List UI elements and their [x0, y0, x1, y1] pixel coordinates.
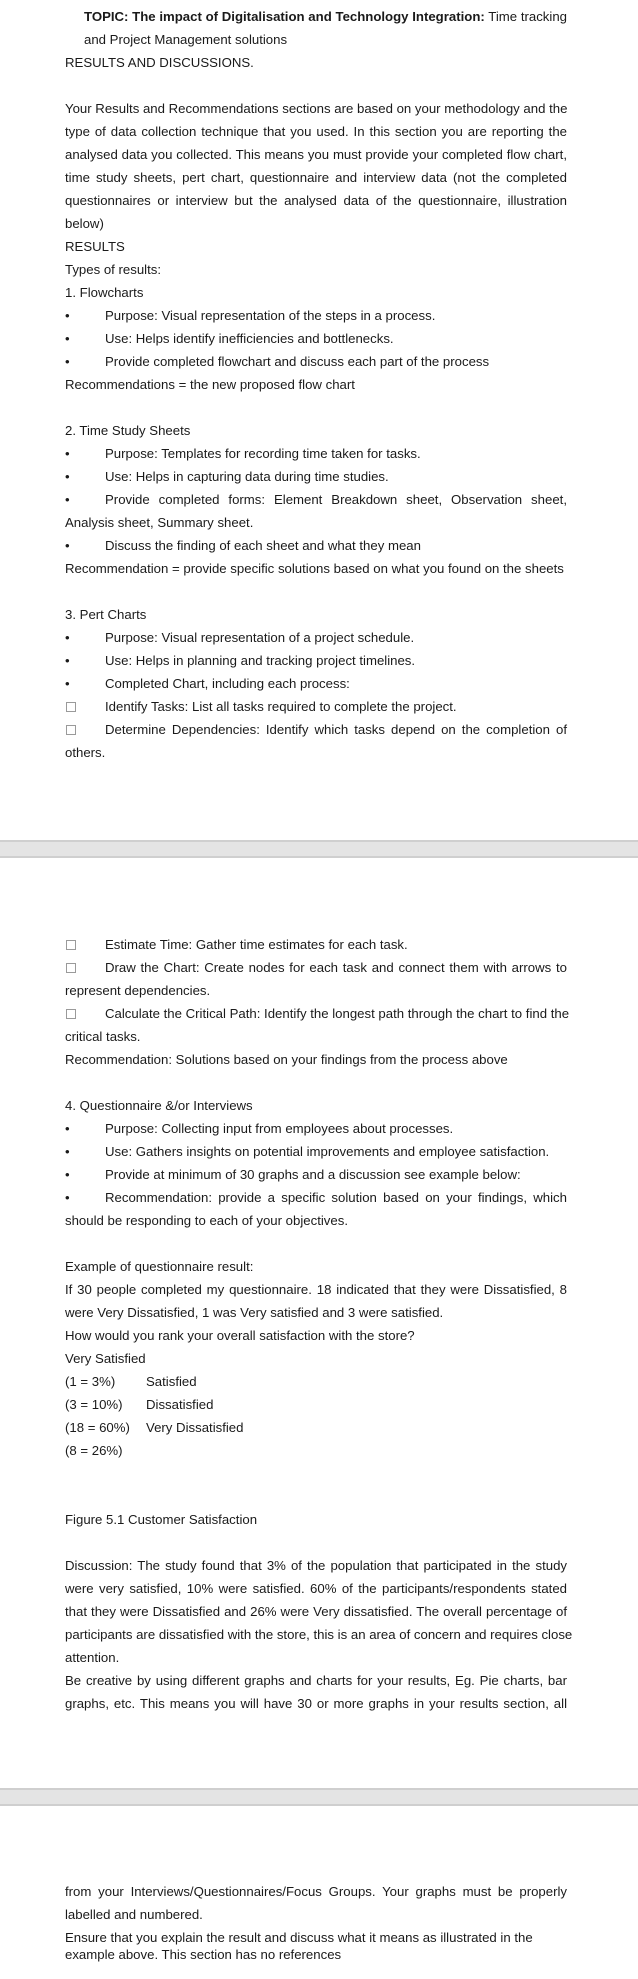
checkbox-glyph-icon: [66, 725, 76, 735]
list-item: Completed Chart, including each process:: [105, 676, 350, 691]
creative-line: Be creative by using different graphs and charts for your results, Eg. Pie charts, bar: [65, 1673, 567, 1688]
time-study-heading: 2. Time Study Sheets: [65, 423, 191, 438]
rating-percent: (8 = 26%): [65, 1443, 123, 1458]
bullet-glyph: •: [65, 1190, 70, 1205]
rating-row: [65, 1443, 567, 1458]
intro-line: Your Results and Recommendations sections are based on your methodology and the: [65, 101, 568, 116]
sub-list-item: Calculate the Critical Path: Identify the longest path through the chart to find the: [105, 1006, 570, 1021]
section-title: RESULTS AND DISCUSSIONS.: [65, 55, 254, 70]
topic-line-2: and Project Management solutions: [84, 32, 288, 47]
document-page-1: [0, 0, 638, 840]
bullet-glyph: •: [65, 469, 70, 484]
checkbox-glyph-icon: [66, 963, 76, 973]
list-item: Use: Helps in planning and tracking project timelines.: [105, 653, 416, 668]
closing-line: Ensure that you explain the result and discuss what it means as illustrated in the: [65, 1930, 533, 1945]
rating-percent: (1 = 3%): [65, 1374, 116, 1389]
closing-line: labelled and numbered.: [65, 1907, 203, 1922]
document-page-3: [0, 1806, 638, 1979]
sub-list-item: Identify Tasks: List all tasks required to complete the project.: [105, 699, 457, 714]
bullet-glyph: •: [65, 446, 70, 461]
bullet-glyph: •: [65, 331, 70, 346]
questionnaire-heading: 4. Questionnaire &/or Interviews: [65, 1098, 253, 1113]
list-item: Provide completed flowchart and discuss each part of the process: [105, 354, 490, 369]
sub-list-item-continuation: critical tasks.: [65, 1029, 141, 1044]
sub-list-item: Draw the Chart: Create nodes for each task and connect them with arrows to: [105, 960, 567, 975]
sub-list-item: Estimate Time: Gather time estimates for each task.: [105, 937, 408, 952]
bullet-glyph: •: [65, 492, 70, 507]
results-heading: RESULTS: [65, 239, 125, 254]
topic-line: TOPIC: The impact of Digitalisation and Technology Integration: Time tracking: [84, 9, 567, 24]
closing-line: example above. This section has no references: [65, 1947, 342, 1962]
discussion-line: were very satisfied, 10% were satisfied. 60% of the participants/respondents stated: [65, 1581, 567, 1596]
list-item: Provide at minimum of 30 graphs and a discussion see example below:: [105, 1167, 521, 1182]
bullet-glyph: •: [65, 538, 70, 553]
list-item: Purpose: Templates for recording time taken for tasks.: [105, 446, 421, 461]
example-question: How would you rank your overall satisfaction with the store?: [65, 1328, 415, 1343]
rating-label: Very Satisfied: [65, 1351, 146, 1366]
closing-line: from your Interviews/Questionnaires/Focus Groups. Your graphs must be properly: [65, 1884, 567, 1899]
bullet-glyph: •: [65, 308, 70, 323]
pert-heading: 3. Pert Charts: [65, 607, 147, 622]
discussion-line: that they were Dissatisfied and 26% were Very dissatisfied. The overall percentage of: [65, 1604, 567, 1619]
discussion-line: attention.: [65, 1650, 120, 1665]
bullet-glyph: •: [65, 1167, 70, 1182]
rating-label: Satisfied: [146, 1374, 197, 1389]
list-item: Recommendation: provide a specific solution based on your findings, which: [105, 1190, 567, 1205]
example-line: were Very Dissatisfied, 1 was Very satisfied and 3 were satisfied.: [65, 1305, 444, 1320]
list-item: Purpose: Visual representation of the steps in a process.: [105, 308, 436, 323]
pert-recommendation: Recommendation: Solutions based on your findings from the process above: [65, 1052, 508, 1067]
list-item: Purpose: Collecting input from employees about processes.: [105, 1121, 454, 1136]
bullet-glyph: •: [65, 354, 70, 369]
types-heading: Types of results:: [65, 262, 162, 277]
flowcharts-heading: 1. Flowcharts: [65, 285, 144, 300]
intro-line: time study sheets, pert chart, questionnaire and interview data (not the completed: [65, 170, 567, 185]
intro-line: below): [65, 216, 104, 231]
list-item: Use: Helps in capturing data during time studies.: [105, 469, 389, 484]
bullet-glyph: •: [65, 1121, 70, 1136]
flowcharts-recommendation: Recommendations = the new proposed flow chart: [65, 377, 355, 392]
bullet-glyph: •: [65, 1144, 70, 1159]
checkbox-glyph-icon: [66, 940, 76, 950]
bullet-glyph: •: [65, 653, 70, 668]
discussion-line: participants are dissatisfied with the store, this is an area of concern and requires close: [65, 1627, 573, 1642]
list-item: Purpose: Visual representation of a project schedule.: [105, 630, 415, 645]
time-study-recommendation: Recommendation = provide specific solutions based on what you found on the sheets: [65, 561, 564, 576]
page-break: [0, 1788, 638, 1806]
figure-caption: Figure 5.1 Customer Satisfaction: [65, 1512, 258, 1527]
rating-label: Very Dissatisfied: [146, 1420, 244, 1435]
list-item-continuation: Analysis sheet, Summary sheet.: [65, 515, 254, 530]
list-item: Provide completed forms: Element Breakdown sheet, Observation sheet,: [105, 492, 567, 507]
example-heading: Example of questionnaire result:: [65, 1259, 254, 1274]
list-item-continuation: should be responding to each of your objectives.: [65, 1213, 348, 1228]
list-item: Discuss the finding of each sheet and what they mean: [105, 538, 421, 553]
checkbox-glyph-icon: [66, 702, 76, 712]
sub-list-item: Determine Dependencies: Identify which tasks depend on the completion of: [105, 722, 567, 737]
list-item: Use: Gathers insights on potential improvements and employee satisfaction.: [105, 1144, 550, 1159]
bullet-glyph: •: [65, 676, 70, 691]
page-break: [0, 840, 638, 858]
creative-line: graphs, etc. This means you will have 30 or more graphs in your results section, all: [65, 1696, 567, 1711]
intro-line: type of data collection technique that you used. In this section you are reporting the: [65, 124, 567, 139]
example-line: If 30 people completed my questionnaire. 18 indicated that they were Dissatisfied, 8: [65, 1282, 567, 1297]
document-page-2: [0, 858, 638, 1788]
intro-line: questionnaires or interview but the analysed data of the questionnaire, illustration: [65, 193, 567, 208]
sub-list-item-continuation: others.: [65, 745, 106, 760]
rating-percent: (18 = 60%): [65, 1420, 130, 1435]
rating-label: Dissatisfied: [146, 1397, 214, 1412]
list-item: Use: Helps identify inefficiencies and bottlenecks.: [105, 331, 394, 346]
sub-list-item-continuation: represent dependencies.: [65, 983, 211, 998]
intro-line: analysed data you collected. This means you must provide your completed flow chart,: [65, 147, 567, 162]
rating-percent: (3 = 10%): [65, 1397, 123, 1412]
discussion-line: Discussion: The study found that 3% of the population that participated in the study: [65, 1558, 567, 1573]
checkbox-glyph-icon: [66, 1009, 76, 1019]
bullet-glyph: •: [65, 630, 70, 645]
